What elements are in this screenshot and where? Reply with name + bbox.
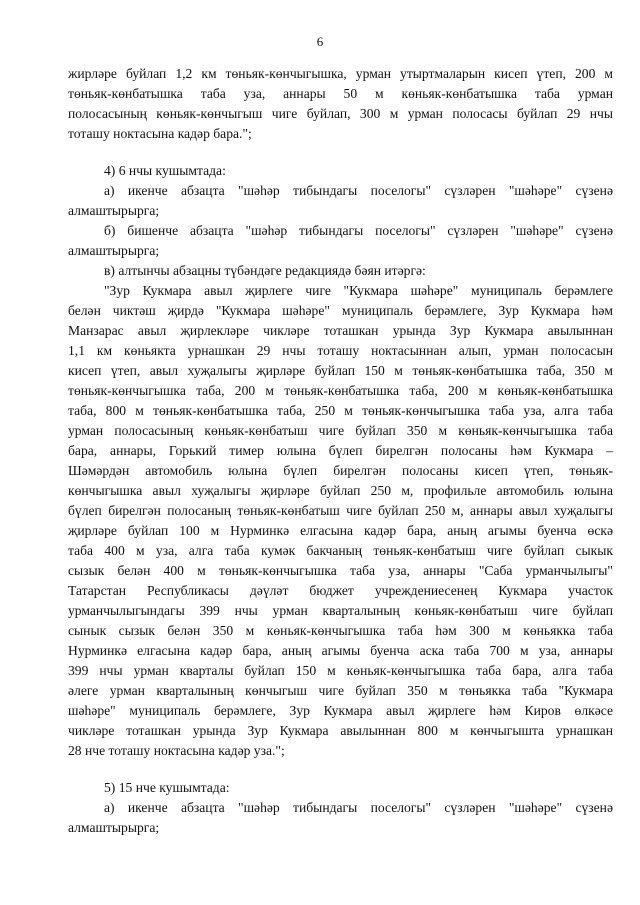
text-line: таба 400 м уза, алга таба кумәк бакчаның төньяк-көнбатыш чиге буйлап сыкык [68,543,613,558]
text-line: әлеге урман кварталының көнчыгыш чиге буйлап 350 м төньякка таба "Кукмара [68,683,613,698]
text-line: белән чиктәш җирдә "Кукмара шәһәре" муниципаль берәмлеге, Зур Кукмара һәм [68,303,613,318]
text-line: көнчыгышка авыл хуҗалыгы җирләре буйлап 250 м, профильле автомобиль юлына [68,483,613,498]
text-line: жирләре буйлап 1,2 км төньяк-көнчыгышка, урман утыртмаларын кисеп үтеп, 200 м [68,66,613,81]
text-line: б) бишенче абзацта "шәһәр тибындагы поселогы" сүзләрен "шәһәре" сүзенә [104,223,613,238]
text-line: кисеп үтеп, авыл хуҗалыгы җирләре буйлап 150 м төньяк-көнбатышка таба, 350 м [68,363,613,378]
text-line: бара, аннары, Горький тимер юлына бүлеп бирелгән полосаны һәм Кукмара – [68,443,613,458]
text-line: Татарстан Республикасы дәүләт бюджет учреждениесенең Кукмара участок [68,583,613,598]
text-line: сынык сызык белән 350 м көньяк-көнчыгышка таба һәм 300 м көньякка таба [68,623,613,638]
text-line: а) икенче абзацта "шәһәр тибындагы поселогы" сүзләрен "шәһәре" сүзенә [104,183,613,198]
text-line: 4) 6 нчы кушымтада: [104,163,226,178]
text-line: 399 нчы урман кварталы буйлап 150 м көньяк-көнчыгышка таба бара, алга таба [68,663,613,678]
text-line: төньяк-көнбатышка таба уза, аннары 50 м көньяк-көнбатышка таба урман [68,86,613,101]
text-line: Шәмәрдән автомобиль юлына бүлеп бирелгән полосаны кисеп үтеп, төньяк- [68,463,613,478]
text-line: 5) 15 нче кушымтада: [104,780,230,795]
text-line: 28 нче тоташу ноктасына кадәр уза."; [68,743,285,758]
text-line: урманчылыгындагы 399 нчы урман кварталының көньяк-көнбатыш чиге буйлап [68,603,613,618]
text-line: алмаштырырга; [68,203,160,218]
text-line: алмаштырырга; [68,243,160,258]
text-line: шәһәре" муниципаль берәмлеге, Зур Кукмара авыл җирлеге һәм Киров өлкәсе [68,703,613,718]
text-line: сызык белән 400 м төньяк-көнчыгышка таба уза, аннары "Саба урманчылыгы" [68,563,613,578]
page-number: 6 [316,34,324,49]
text-line: "Зур Кукмара авыл җирлеге чиге "Кукмара шәһәре" муниципаль берәмлеге [104,283,613,298]
text-line: төньяк-көнчыгышка таба, 200 м төньяк-көнбатышка таба, 200 м көньяк-көнбатышка [68,383,613,398]
text-line: Нурминкә елгасына кадәр бара, аның агымы буенча аска таба 700 м уза, аннары [68,643,613,658]
text-line: урман полосасының көньяк-көнбатыш чиге буйлап 350 м көньяк-көнчыгышка таба [68,423,613,438]
text-line: а) икенче абзацта "шәһәр тибындагы поселогы" сүзләрен "шәһәре" сүзенә [104,800,613,815]
text-line: таба, 800 м төньяк-көнбатышка таба, 250 м төньяк-көнчыгышка таба уза, алга таба [68,403,613,418]
text-line: бүлеп бирелгән полосаның төньяк-көнбатыш чиге буйлап 250 м, аннары авыл хуҗалыгы [68,503,613,518]
text-line: Манзарас авыл җирлекләре чикләре тоташкан урында Зур Кукмара авылыннан [68,323,613,338]
text-line: җирләре буйлап 100 м Нурминкә елгасына кадәр бара, аның агымы буенча өскә [68,523,613,538]
text-line: тоташу ноктасына кадәр бара."; [68,126,252,141]
text-line: 1,1 км көньякта урнашкан 29 нчы тоташу ноктасыннан алып, урман полосасын [68,343,613,358]
text-line: полосасының көньяк-көнчыгыш чиге буйлап, 300 м урман полосасы буйлап 29 нчы [68,106,613,121]
text-line: чикләре тоташкан урында Зур Кукмара авылыннан 800 м көнчыгышта урнашкан [68,723,613,738]
text-line: алмаштырырга; [68,820,160,835]
text-line: в) алтынчы абзацны түбәндәге редакциядә бәян итәргә: [104,263,426,278]
